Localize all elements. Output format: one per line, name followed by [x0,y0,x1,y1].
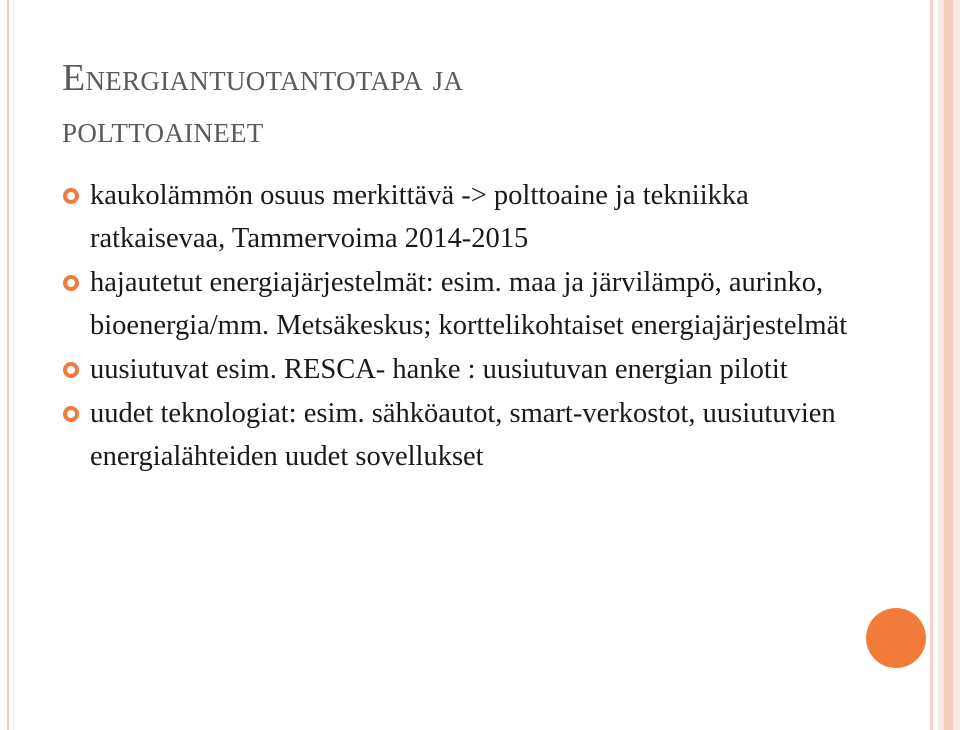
slide-title [62,52,882,156]
ring-bullet-icon [62,361,80,379]
bullet-item [60,261,860,347]
right-decor-band-inner [944,0,953,730]
slide-title-line-2: polttoaineet [62,109,264,151]
bullet-list [60,174,860,479]
ring-bullet-icon [62,187,80,205]
left-decor-line-thin [13,0,14,730]
ring-bullet-icon [62,274,80,292]
bullet-text: uusiutuvat esim. RESCA- hanke : uusiutuvan energian pilotit [90,354,788,385]
bullet-item [60,174,860,260]
slide-title-line-1: Energiantuotantotapa ja [62,57,464,99]
bullet-text: hajautetut energiajärjestelmät: esim. maa ja järvilämpö, aurinko, bioenergia/mm. Metsäkeskus; korttelikohtaiset energiajärjestelmät [90,267,848,341]
circle-decoration [866,608,926,668]
bullet-item [60,348,860,391]
ring-bullet-icon [62,405,80,423]
bullet-text: uudet teknologiat: esim. sähköautot, smart-verkostot, uusiutuvien energialähteiden uudet sovellukset [90,398,836,472]
right-decor-bar [930,0,933,730]
bullet-text: kaukolämmön osuus merkittävä -> polttoaine ja tekniikka ratkaisevaa, Tammervoima 2014-2015 [90,180,749,254]
left-decor-line [7,0,9,730]
bullet-item [60,392,860,478]
